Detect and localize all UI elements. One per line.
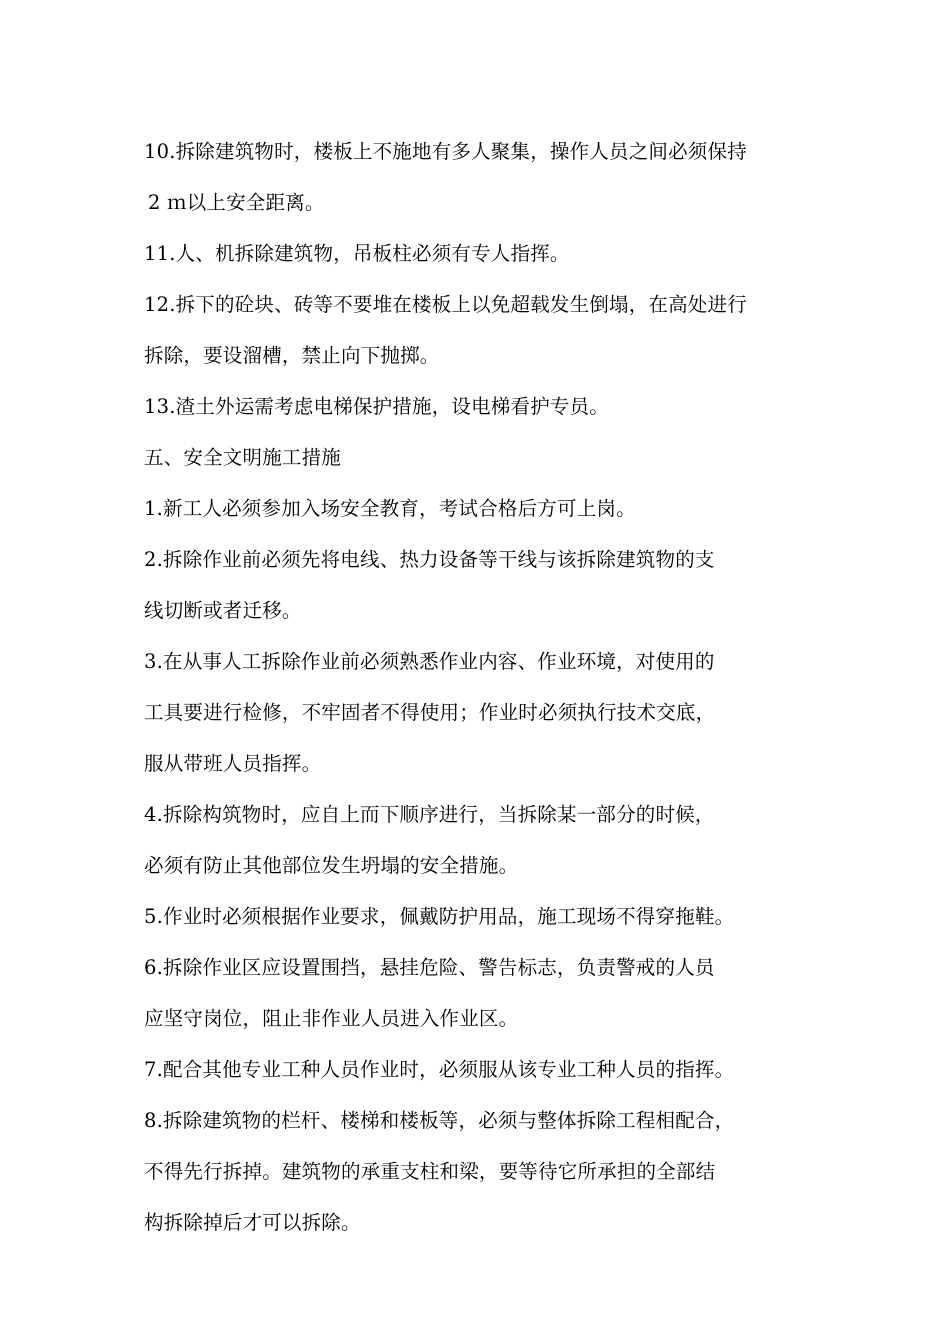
text-line-11: 3.在从事人工拆除作业前必须熟悉作业内容、作业环境，对使用的: [144, 650, 715, 673]
text-line-17: 6.拆除作业区应设置围挡，悬挂危险、警告标志，负责警戒的人员: [144, 956, 715, 979]
text-line-20: 8.拆除建筑物的栏杆、楼梯和楼板等，必须与整体拆除工程相配合，: [144, 1109, 735, 1132]
text-line-19: 7.配合其他专业工种人员作业时，必须服从该专业工种人员的指挥。: [144, 1058, 735, 1081]
text-line-2: 2 ｍ以上安全距离。: [148, 191, 325, 214]
text-line-5: 拆除，要设溜槽，禁止向下抛掷。: [144, 344, 440, 367]
text-line-12: 工具要进行检修，不牢固者不得使用；作业时必须执行技术交底，: [144, 701, 716, 724]
text-line-13: 服从带班人员指挥。: [144, 752, 322, 775]
text-line-14: 4.拆除构筑物时，应自上而下顺序进行，当拆除某一部分的时候，: [144, 803, 715, 826]
text-line-3: 11.人、机拆除建筑物，吊板柱必须有专人指挥。: [144, 242, 570, 265]
document-body: [144, 130, 824, 1252]
text-line-18: 应坚守岗位，阻止非作业人员进入作业区。: [144, 1007, 519, 1030]
text-line-22: 构拆除掉后才可以拆除。: [144, 1211, 361, 1234]
text-line-10: 线切断或者迁移。: [144, 599, 302, 622]
text-line-15: 必须有防止其他部位发生坍塌的安全措施。: [144, 854, 519, 877]
text-line-4: 12.拆下的砼块、砖等不要堆在楼板上以免超载发生倒塌，在高处进行: [144, 293, 747, 316]
text-line-1: 10.拆除建筑物时，楼板上不施地有多人聚集，操作人员之间必须保持: [144, 140, 747, 163]
text-line-9: 2.拆除作业前必须先将电线、热力设备等干线与该拆除建筑物的支: [144, 548, 715, 571]
text-line-21: 不得先行拆掉。建筑物的承重支柱和梁，要等待它所承担的全部结: [144, 1160, 716, 1183]
section-heading: 五、安全文明施工措施: [144, 446, 342, 469]
text-line-16: 5.作业时必须根据作业要求，佩戴防护用品，施工现场不得穿拖鞋。: [144, 905, 735, 928]
text-line-8: 1.新工人必须参加入场安全教育，考试合格后方可上岗。: [144, 497, 636, 520]
text-line-6: 13.渣土外运需考虑电梯保护措施，设电梯看护专员。: [144, 395, 610, 418]
